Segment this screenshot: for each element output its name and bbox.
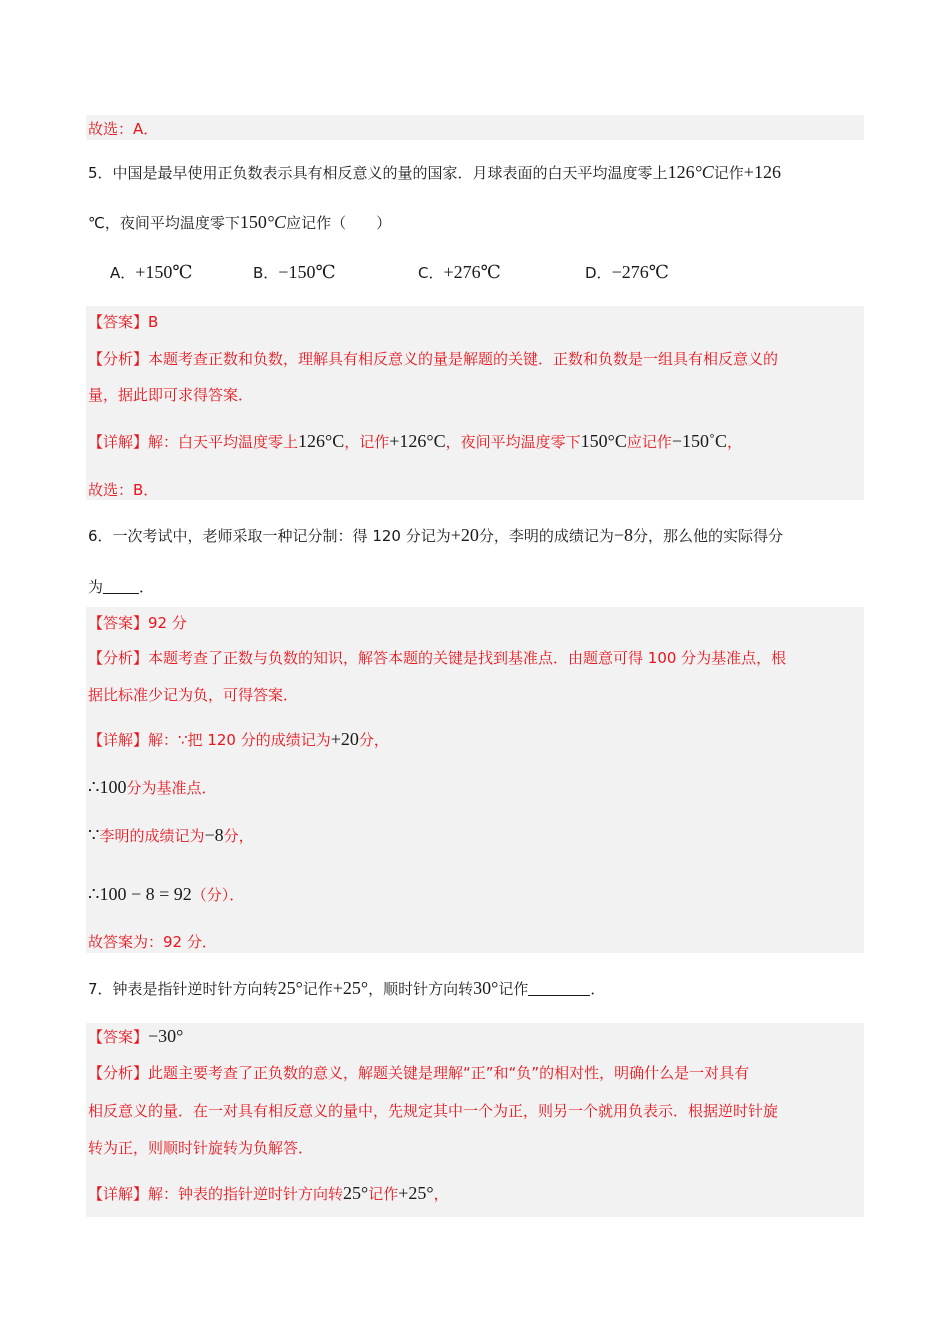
analysis-tag: 【分析】 <box>88 649 149 667</box>
q5-detail-val3: 150°C <box>580 431 627 451</box>
q6-conclusion: 故答案为：92 分． <box>88 933 217 951</box>
q7-analysis-line3: 转为正，则顺时针旋转为负解答． <box>88 1139 314 1157</box>
q5-stem-val2: +126 <box>743 162 781 182</box>
q5-detail-val2: +126°C <box>389 431 446 451</box>
answer-tag: 【答案】 <box>88 1028 149 1046</box>
q7-analysis-line1 <box>88 1062 749 1083</box>
answer-value: B <box>148 313 159 331</box>
q5-conclusion: 故选：B． <box>88 481 159 499</box>
q6-number: 6． <box>88 527 113 545</box>
q5-answer <box>88 311 158 332</box>
analysis-text: 本题考查了正数与负数的知识，解答本题的关键是找到基准点．由题意可得 100 分为基准点，根 <box>148 649 787 667</box>
q6-stem-line2: 为 ． <box>88 578 155 596</box>
q5-stem-line1 <box>88 162 781 183</box>
q7-detail: 【详解】解：钟表的指针逆时针方向转25°记作+25°， <box>88 1183 449 1203</box>
option-value: +276℃ <box>443 262 501 282</box>
q6-step3: ∴100 − 8 = 92（分）． <box>88 884 245 904</box>
q6-step2: ∵李明的成绩记为−8分， <box>88 825 254 845</box>
q6-step1: ∴100分为基准点． <box>88 777 217 797</box>
q5-stem-text-d: 应记作（ ） <box>286 214 392 232</box>
option-label: D． <box>585 264 612 282</box>
q5-stem-val3: 150°C <box>239 212 287 232</box>
q5-stem-text-c: ℃，夜间平均温度零下 <box>88 214 240 232</box>
q6-step3-expr: 100 − 8 = 92 <box>99 884 192 904</box>
q6-stem-val2: −8 <box>613 525 634 545</box>
q7-analysis-line2: 相反意义的量．在一对具有相反意义的量中，先规定其中一个为正，则另一个就用负表示．根据逆时针旋 <box>88 1102 779 1120</box>
option-value: +150℃ <box>135 262 193 282</box>
q5-analysis-line1 <box>88 348 778 369</box>
q5-option-b <box>253 262 336 283</box>
q7-detail-val1: 25° <box>343 1183 369 1203</box>
detail-tag: 【详解】 <box>88 1185 149 1203</box>
q6-answer <box>88 612 187 633</box>
answer-tag: 【答案】 <box>88 313 149 331</box>
q6-step2-val: −8 <box>204 825 224 845</box>
therefore-symbol: ∴ <box>88 777 100 797</box>
analysis-text: 本题考查正数和负数，理解具有相反意义的量是解题的关键．正数和负数是一组具有相反意义的 <box>148 350 779 368</box>
q5-stem-line2 <box>88 212 391 233</box>
therefore-symbol: ∴ <box>88 884 100 904</box>
q7-number: 7． <box>88 980 113 998</box>
q5-detail-val1: 126°C <box>298 431 345 451</box>
q5-number: 5． <box>88 164 113 182</box>
q5-option-d <box>585 262 669 283</box>
q5-detail: 【详解】解：白天平均温度零上126°C，记作+126°C，夜间平均温度零下150°C应记作−150˚C， <box>88 431 743 451</box>
q6-detail-val1: +20 <box>330 729 359 749</box>
q4-conclusion: 故选：A． <box>88 120 159 138</box>
option-label: A． <box>110 264 136 282</box>
q5-detail-val4: −150˚C <box>671 431 728 451</box>
q6-analysis-line1 <box>88 647 786 668</box>
answer-value: 92 分 <box>148 614 187 632</box>
q7-answer <box>88 1026 183 1047</box>
q6-detail: 【详解】解：∵把 120 分的成绩记为+20分， <box>88 729 389 749</box>
answer-tag: 【答案】 <box>88 614 149 632</box>
q7-stem-val1: 25° <box>277 978 303 998</box>
answer-value: −30° <box>148 1026 184 1046</box>
detail-tag: 【详解】 <box>88 433 149 451</box>
q6-stem-line1: 6．一次考试中，老师采取一种记分制：得 120 分记为+20分，李明的成绩记为−8分，那么他的实际得分 <box>88 525 784 545</box>
q4-solution-box <box>86 115 864 140</box>
q7-detail-val2: +25° <box>398 1183 434 1203</box>
q5-option-c <box>418 262 501 283</box>
because-symbol: ∵ <box>88 825 100 845</box>
q6-stem-val1: +20 <box>450 525 479 545</box>
q5-option-a <box>110 262 193 283</box>
detail-tag: 【详解】 <box>88 731 149 749</box>
option-value: −276℃ <box>611 262 669 282</box>
option-label: C． <box>418 264 444 282</box>
q6-analysis-line2: 据比标准少记为负，可得答案． <box>88 686 299 704</box>
q5-analysis-line2: 量，据此即可求得答案． <box>88 386 254 404</box>
q5-stem-text-b: 记作 <box>713 164 744 182</box>
q6-step1-val: 100 <box>99 777 127 797</box>
q5-stem-text-a: 中国是最早使用正负数表示具有相反意义的量的国家．月球表面的白天平均温度零上 <box>112 164 668 182</box>
q6-answer-blank[interactable] <box>103 577 139 594</box>
analysis-tag: 【分析】 <box>88 350 149 368</box>
q5-stem-val1: 126°C <box>667 162 714 182</box>
q7-stem-val2: +25° <box>332 978 369 998</box>
q7-answer-blank[interactable] <box>528 979 590 996</box>
analysis-tag: 【分析】 <box>88 1064 149 1082</box>
q7-stem: 7．钟表是指针逆时针方向转25°记作+25°，顺时针方向转30°记作 ． <box>88 978 606 998</box>
analysis-text: 此题主要考查了正负数的意义，解题关键是理解“正”和“负”的相对性，明确什么是一对具有 <box>148 1064 750 1082</box>
option-value: −150℃ <box>278 262 336 282</box>
q7-stem-val3: 30° <box>473 978 499 998</box>
option-label: B． <box>253 264 279 282</box>
